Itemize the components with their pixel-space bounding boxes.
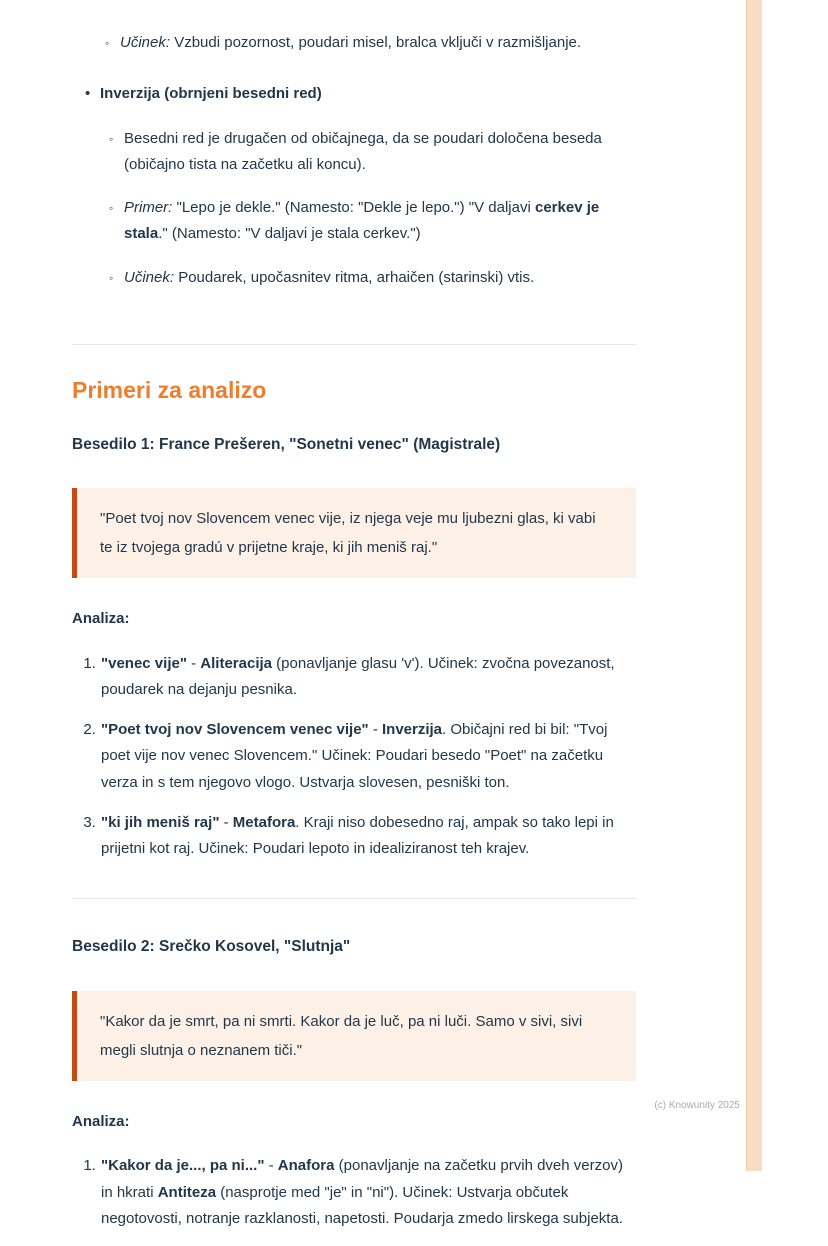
inverzija-sub-list (109, 126, 636, 291)
list-item (109, 195, 636, 248)
document-content (72, 30, 636, 1246)
circle-bullet-icon: ◦ (109, 270, 114, 285)
circle-bullet-icon: ◦ (109, 201, 114, 216)
inverzija-title: Inverzija (obrnjeni besedni red) (100, 85, 322, 103)
inverzija-list (85, 81, 636, 308)
spacer (72, 899, 636, 935)
list-item-text: Učinek: Vzbudi pozornost, poudari misel, bralca vključi v razmišljanje. (120, 34, 582, 51)
analiza-label: Analiza: (72, 610, 130, 628)
ucinek-note-list (105, 30, 636, 56)
dot-bullet-icon: • (85, 85, 91, 103)
list-item-body (100, 81, 636, 308)
list-item (105, 30, 636, 56)
circle-bullet-icon: ◦ (109, 131, 114, 146)
list-item (85, 81, 636, 308)
quote-block-besedilo1 (72, 488, 636, 579)
analysis-item: 1. "Kakor da je..., pa ni..." - Anafora (ponavljanje na začetku prvih dveh verzov) in hkrati Antiteza (nasprotje med "je" in "ni"). Učinek: Ustvarja občutek negotovosti, notranje razklanosti, napetosti. Poudarja zmedo lirskega subjekta. (100, 1153, 636, 1232)
copyright-note: (c) Knowunity 2025 (654, 1100, 740, 1111)
list-item (109, 126, 636, 179)
analiza-label: Analiza: (72, 1113, 130, 1131)
section-divider (72, 344, 636, 345)
analysis-item: 2. "Poet tvoj nov Slovencem venec vije" - Inverzija. Običajni red bi bil: "Tvoj poet vije nov venec Slovencem." Učinek: Poudari besedo "Poet" na začetku verza in s tem njegovo vlogo. Ustvarja slovesen, pesniški ton. (100, 717, 636, 796)
section-heading: Primeri za analizo (72, 377, 267, 404)
besedilo2-title: Besedilo 2: Srečko Kosovel, "Slutnja" (72, 938, 351, 956)
besedilo1-title: Besedilo 1: France Prešeren, "Sonetni venec" (Magistrale) (72, 435, 501, 453)
analysis-item: 3. "ki jih meniš raj" - Metafora. Kraji niso dobesedno raj, ampak so tako lepi in prijetni kot raj. Učinek: Poudari lepoto in idealiziranost teh krajev. (100, 810, 636, 863)
list-item-text: Učinek: Poudarek, upočasnitev ritma, arhaičen (starinski) vtis. (124, 268, 535, 286)
circle-bullet-icon: ◦ (105, 36, 110, 50)
analysis-list-besedilo1 (72, 651, 636, 863)
quote-text: "Poet tvoj nov Slovencem venec vije, iz njega veje mu ljubezni glas, ki vabi te iz tvojega gradú v prijetne kraje, ki jih meniš raj." (100, 509, 596, 557)
page-edge-stripe (746, 0, 762, 1171)
quote-text: "Kakor da je smrt, pa ni smrti. Kakor da je luč, pa ni luči. Samo v sivi, sivi megli slutnja o neznanem tiči." (100, 1012, 583, 1059)
list-item-text: Besedni red je drugačen od običajnega, da se poudari določena beseda (običajno tista na začetku ali koncu). (124, 129, 602, 173)
list-item-text: Primer: "Lepo je dekle." (Namesto: "Dekle je lepo.") "V daljavi cerkev je stala." (Namesto: "V daljavi je stala cerkev.") (124, 199, 600, 243)
analysis-list-besedilo2 (72, 1153, 636, 1232)
analysis-item: 1. "venec vije" - Aliteracija (ponavljanje glasu 'v'). Učinek: zvočna povezanost, poudarek na dejanju pesnika. (100, 651, 636, 704)
quote-block-besedilo2 (72, 991, 636, 1082)
list-item (109, 265, 636, 291)
